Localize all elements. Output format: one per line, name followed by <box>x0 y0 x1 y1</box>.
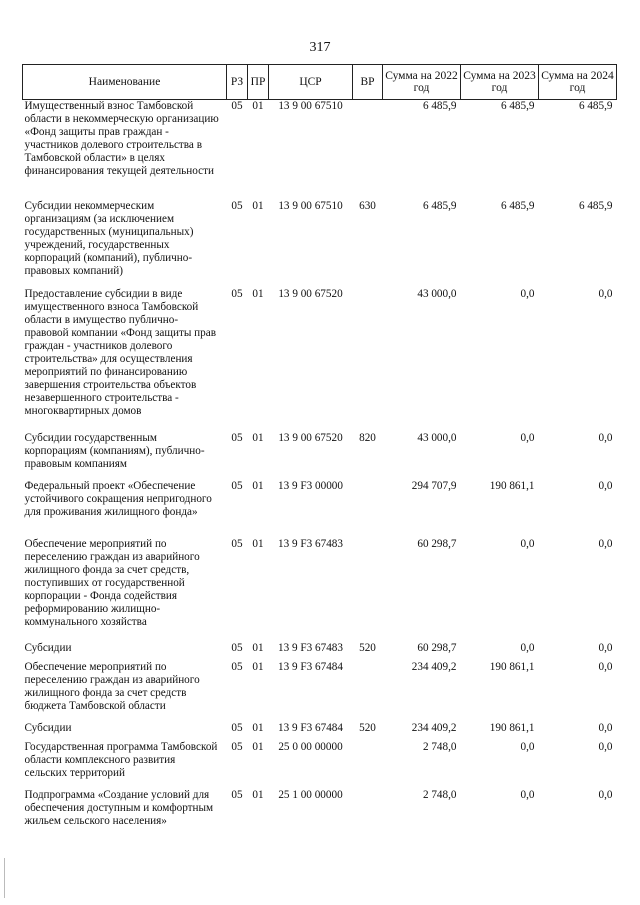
row-vr: 520 <box>359 641 376 654</box>
row-csr: 13 9 F3 67483 <box>278 641 343 654</box>
row-csr: 13 9 00 67520 <box>278 287 343 300</box>
row-sum-2024: 6 485,9 <box>578 100 613 112</box>
row-vr <box>353 661 383 722</box>
row-sum-2023: 0,0 <box>520 431 535 444</box>
row-sum-2024: 0,0 <box>598 788 613 801</box>
row-pr: 01 <box>252 479 264 492</box>
row-sum-2023: 190 861,1 <box>489 479 535 492</box>
row-csr: 25 1 00 00000 <box>278 788 343 801</box>
table-row <box>23 722 617 741</box>
row-sum-2024: 0,0 <box>598 479 613 492</box>
row-name: Субсидии государственным корпорациям (компаниям), публично-правовым компаниям <box>24 431 205 470</box>
row-sum-2024: 6 485,9 <box>578 199 613 212</box>
row-rz: 05 <box>231 641 243 654</box>
row-csr: 13 9 F3 00000 <box>278 479 343 492</box>
table-row <box>23 789 617 853</box>
table-row <box>23 100 617 200</box>
row-name: Предоставление субсидии в виде имущественного взноса Тамбовской области в имущество публично-правовой компании «Фонд защиты прав граждан - участников долевого строительства» для осуществления мероприятий по финансированию завершения строительства объектов незавершенного строительства - многоквартирных домов <box>24 287 216 417</box>
row-sum-2022: 6 485,9 <box>422 199 457 212</box>
row-name: Субсидии <box>24 721 72 734</box>
row-name: Субсидии <box>24 641 72 654</box>
row-rz: 05 <box>231 537 243 550</box>
row-sum-2022: 43 000,0 <box>417 287 457 300</box>
row-rz: 05 <box>231 431 243 444</box>
row-rz: 05 <box>231 287 243 300</box>
header-sum-2023: Сумма на 2023 год <box>461 65 539 100</box>
row-vr <box>353 288 383 432</box>
row-rz: 05 <box>231 740 243 753</box>
header-vr: ВР <box>353 65 383 100</box>
table-body <box>23 100 617 853</box>
row-vr <box>353 538 383 642</box>
row-name: Обеспечение мероприятий по переселению граждан из аварийного жилищного фонда за счет средств, поступивших от государственной корпорации - Фонда содействия реформированию жилищно-коммунального хозяйства <box>24 537 200 628</box>
row-name: Государственная программа Тамбовской области комплексного развития сельских территорий <box>24 740 218 779</box>
row-pr: 01 <box>252 431 264 444</box>
row-sum-2022: 294 707,9 <box>411 479 457 492</box>
header-sum-2024: Сумма на 2024 год <box>539 65 617 100</box>
table-row <box>23 642 617 661</box>
table-row <box>23 200 617 288</box>
row-csr: 13 9 F3 67484 <box>278 660 343 673</box>
row-pr: 01 <box>252 287 264 300</box>
row-pr: 01 <box>252 641 264 654</box>
row-rz: 05 <box>231 660 243 673</box>
row-sum-2024: 0,0 <box>598 537 613 550</box>
row-csr: 25 0 00 00000 <box>278 740 343 753</box>
table-row <box>23 538 617 642</box>
row-sum-2024: 0,0 <box>598 287 613 300</box>
row-csr: 13 9 00 67510 <box>278 199 343 212</box>
row-rz: 05 <box>231 788 243 801</box>
row-sum-2022: 43 000,0 <box>417 431 457 444</box>
row-sum-2022: 2 748,0 <box>422 788 457 801</box>
row-sum-2022: 234 409,2 <box>411 660 457 673</box>
row-rz: 05 <box>231 199 243 212</box>
row-pr: 01 <box>252 199 264 212</box>
row-csr: 13 9 F3 67484 <box>278 721 343 734</box>
row-sum-2023: 0,0 <box>520 788 535 801</box>
row-sum-2023: 0,0 <box>520 537 535 550</box>
row-sum-2023: 6 485,9 <box>500 100 535 112</box>
row-sum-2023: 0,0 <box>520 641 535 654</box>
row-sum-2022: 60 298,7 <box>417 641 457 654</box>
row-vr <box>353 480 383 538</box>
header-sum-2022: Сумма на 2022 год <box>383 65 461 100</box>
header-csr: ЦСР <box>269 65 353 100</box>
row-pr: 01 <box>252 100 264 112</box>
row-pr: 01 <box>252 788 264 801</box>
row-sum-2023: 0,0 <box>520 740 535 753</box>
table-row <box>23 480 617 538</box>
row-name: Субсидии некоммерческим организациям (за исключением государственных (муниципальных) учреждений, государственных корпораций (компаний), публично-правовых компаний) <box>24 199 194 277</box>
row-csr: 13 9 00 67510 <box>278 100 343 112</box>
row-name: Подпрограмма «Создание условий для обеспечения доступным и комфортным жильем сельского населения» <box>24 788 214 827</box>
row-vr <box>353 100 383 200</box>
row-pr: 01 <box>252 740 264 753</box>
row-vr: 630 <box>359 199 376 212</box>
table-row <box>23 288 617 432</box>
table-row <box>23 741 617 789</box>
row-vr <box>353 741 383 789</box>
row-sum-2022: 60 298,7 <box>417 537 457 550</box>
row-rz: 05 <box>231 721 243 734</box>
row-sum-2023: 190 861,1 <box>489 660 535 673</box>
row-sum-2024: 0,0 <box>598 740 613 753</box>
page-number: 317 <box>309 40 331 55</box>
row-rz: 05 <box>231 479 243 492</box>
row-sum-2023: 0,0 <box>520 287 535 300</box>
row-sum-2022: 2 748,0 <box>422 740 457 753</box>
row-sum-2024: 0,0 <box>598 641 613 654</box>
budget-table <box>22 64 617 853</box>
row-sum-2022: 6 485,9 <box>422 100 457 112</box>
row-sum-2024: 0,0 <box>598 431 613 444</box>
table-row <box>23 432 617 480</box>
scan-edge-mark <box>4 858 5 898</box>
header-pr: ПР <box>248 65 269 100</box>
row-name: Обеспечение мероприятий по переселению граждан из аварийного жилищного фонда за счет средств бюджета Тамбовской области <box>24 660 200 712</box>
row-sum-2023: 190 861,1 <box>489 721 535 734</box>
table-header <box>23 65 617 100</box>
row-rz: 05 <box>231 100 243 112</box>
row-sum-2022: 234 409,2 <box>411 721 457 734</box>
row-pr: 01 <box>252 660 264 673</box>
row-sum-2024: 0,0 <box>598 721 613 734</box>
header-rz: РЗ <box>227 65 248 100</box>
row-csr: 13 9 F3 67483 <box>278 537 343 550</box>
row-vr: 820 <box>359 431 376 444</box>
row-name: Имущественный взнос Тамбовской области в некоммерческую организацию «Фонд защиты прав граждан - участников долевого строительства в Тамбовской области» в целях финансирования текущей деятельности <box>24 100 219 177</box>
header-name: Наименование <box>23 65 227 100</box>
row-name: Федеральный проект «Обеспечение устойчивого сокращения непригодного для проживания жилищного фонда» <box>24 479 212 518</box>
row-vr <box>353 789 383 853</box>
header-row <box>23 65 617 100</box>
row-pr: 01 <box>252 537 264 550</box>
row-sum-2023: 6 485,9 <box>500 199 535 212</box>
row-vr: 520 <box>359 721 376 734</box>
row-sum-2024: 0,0 <box>598 660 613 673</box>
table-row <box>23 661 617 722</box>
row-pr: 01 <box>252 721 264 734</box>
row-csr: 13 9 00 67520 <box>278 431 343 444</box>
